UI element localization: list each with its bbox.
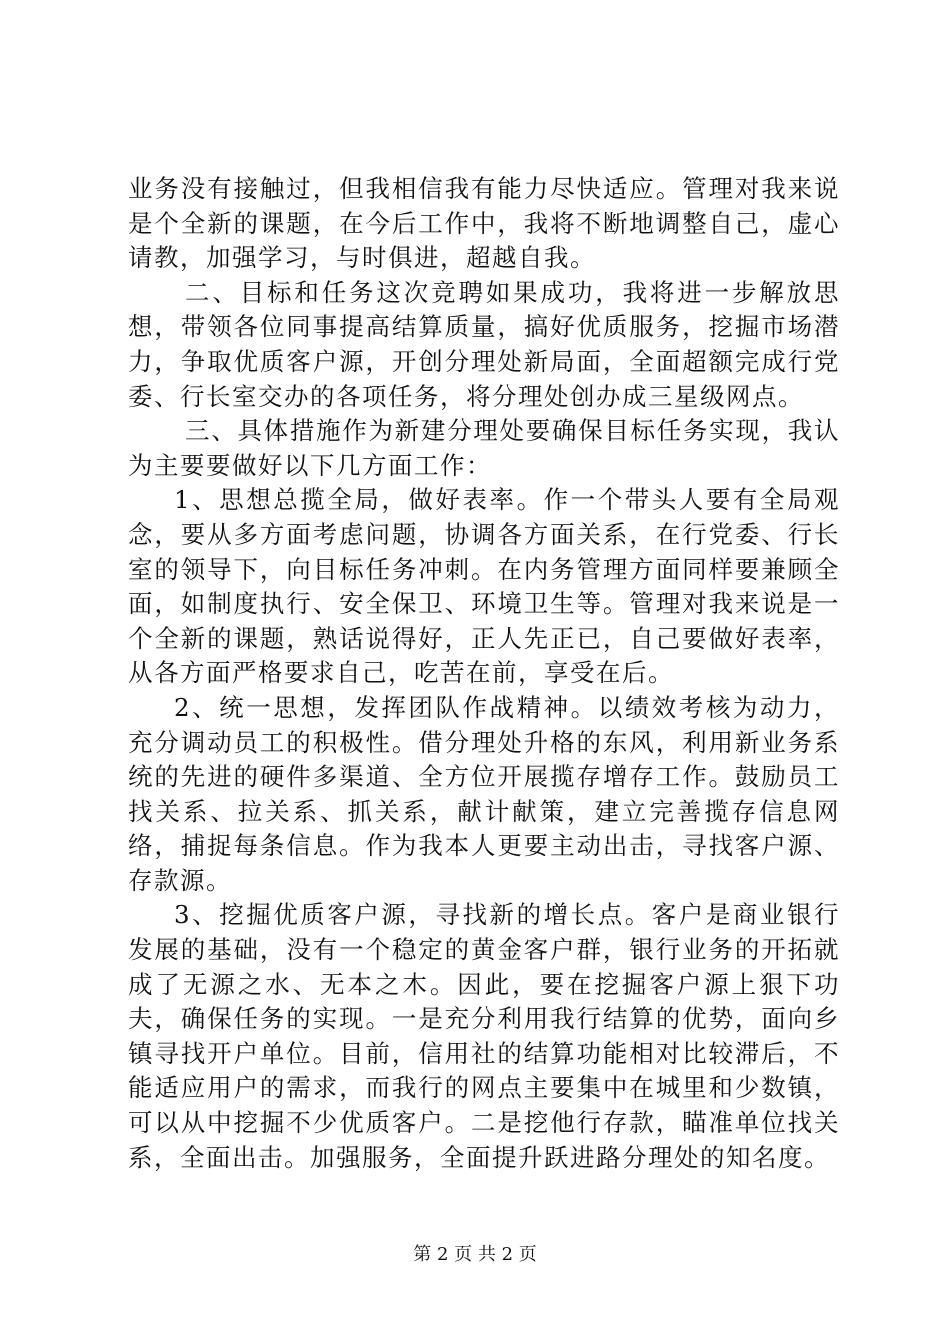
paragraph-3: 三、具体措施作为新建分理处要确保目标任务实现，我认为主要要做好以下几方面工作：: [128, 416, 840, 480]
paragraph-2: 二、目标和任务这次竞聘如果成功，我将进一步解放思想，带领各位同事提高结算质量，搞好优质服务，挖掘市场潜力，争取优质客户源，开创分理处新局面，全面超额完成行党委、行长室交办的各项任务，将分理处创办成三星级网点。: [128, 277, 840, 411]
page-number-footer: 第 2 页 共 2 页: [413, 1244, 537, 1265]
paragraph-5: 2、统一思想，发挥团队作战精神。以绩效考核为动力，充分调动员工的积极性。借分理处升格的东风，利用新业务系统的先进的硬件多渠道、全方位开展揽存增存工作。鼓励员工找关系、拉关系、抓关系，献计献策，建立完善揽存信息网络，捕捉每条信息。作为我本人更要主动出击，寻找客户源、存款源。: [128, 692, 840, 895]
paragraph-1: 业务没有接触过，但我相信我有能力尽快适应。管理对我来说是个全新的课题，在今后工作中，我将不断地调整自己，虚心请教，加强学习，与时俱进，超越自我。: [128, 174, 840, 273]
paragraph-6: 3、挖掘优质客户源，寻找新的增长点。客户是商业银行发展的基础，没有一个稳定的黄金客户群，银行业务的开拓就成了无源之水、无本之木。因此，要在挖掘客户源上狠下功夫，确保任务的实现。一是充分利用我行结算的优势，面向乡镇寻找开户单位。目前，信用社的结算功能相对比较滞后，不能适应用户的需求，而我行的网点主要集中在城里和少数镇，可以从中挖掘不少优质客户。二是挖他行存款，瞄准单位找关系，全面出击。加强服务，全面提升跃进路分理处的知名度。: [128, 900, 840, 1172]
document-body: [128, 172, 840, 1175]
paragraph-4: 1、思想总揽全局，做好表率。作一个带头人要有全局观念，要从多方面考虑问题，协调各方面关系，在行党委、行长室的领导下，向目标任务冲刺。在内务管理方面同样要兼顾全面，如制度执行、安全保卫、环境卫生等。管理对我来说是一个全新的课题，熟话说得好，正人先正已，自己要做好表率，从各方面严格要求自己，吃苦在前，享受在后。: [128, 485, 840, 688]
